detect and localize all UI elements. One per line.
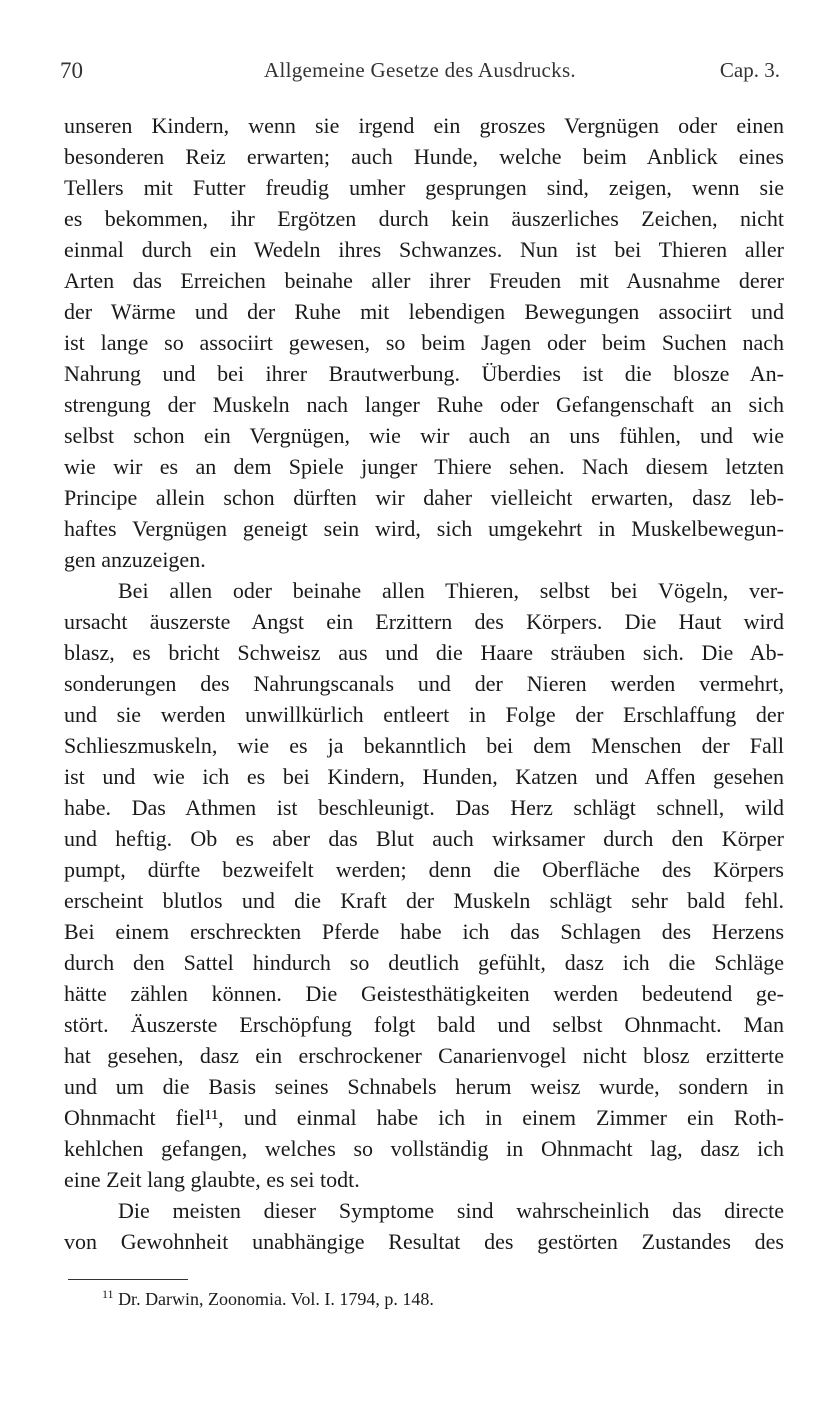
text-line: ursacht äuszerste Angst ein Erzittern des Körpers. Die Haut wird — [64, 609, 784, 634]
page-header — [60, 58, 780, 88]
text-line: hätte zählen können. Die Geistesthätigkeiten werden bedeutend ge- — [64, 981, 784, 1006]
text-line: durch den Sattel hindurch so deutlich gefühlt, dasz ich die Schläge — [64, 950, 784, 975]
text-line: habe. Das Athmen ist beschleunigt. Das Herz schlägt schnell, wild — [64, 795, 784, 820]
text-line: pumpt, dürfte bezweifelt werden; denn die Oberfläche des Körpers — [64, 857, 784, 882]
paragraph — [64, 1195, 784, 1257]
text-line: und heftig. Ob es aber das Blut auch wirksamer durch den Körper — [64, 826, 784, 851]
footnote — [102, 1285, 434, 1313]
text-line: haftes Vergnügen geneigt sein wird, sich umgekehrt in Muskelbewegun- — [64, 516, 784, 541]
text-line: der Wärme und der Ruhe mit lebendigen Bewegungen associirt und — [64, 299, 784, 324]
paragraph — [64, 110, 784, 575]
page-number: 70 — [60, 58, 83, 83]
text-line: erscheint blutlos und die Kraft der Muskeln schlägt sehr bald fehl. — [64, 888, 784, 913]
text-line: besonderen Reiz erwarten; auch Hunde, welche beim Anblick eines — [64, 144, 784, 169]
text-line: Schlieszmuskeln, wie es ja bekanntlich bei dem Menschen der Fall — [64, 733, 784, 758]
text-line: Principe allein schon dürften wir daher vielleicht erwarten, dasz leb- — [64, 485, 784, 510]
text-line: strengung der Muskeln nach langer Ruhe oder Gefangenschaft an sich — [64, 392, 784, 417]
text-line: Nahrung und bei ihrer Brautwerbung. Überdies ist die blosze An- — [64, 361, 784, 386]
text-line: hat gesehen, dasz ein erschrockener Canarienvogel nicht blosz erzitterte — [64, 1043, 784, 1068]
text-line: sonderungen des Nahrungscanals und der Nieren werden vermehrt, — [64, 671, 784, 696]
text-line: es bekommen, ihr Ergötzen durch kein äuszerliches Zeichen, nicht — [64, 206, 784, 231]
text-line: unseren Kindern, wenn sie irgend ein groszes Vergnügen oder einen — [64, 113, 784, 138]
text-line: Bei einem erschreckten Pferde habe ich das Schlagen des Herzens — [64, 919, 784, 944]
footnote-rule — [68, 1279, 188, 1280]
text-line: einmal durch ein Wedeln ihres Schwanzes. Nun ist bei Thieren aller — [64, 237, 784, 262]
text-line: kehlchen gefangen, welches so vollständig in Ohnmacht lag, dasz ich — [64, 1136, 784, 1161]
body-text — [64, 110, 784, 1257]
paragraph — [64, 575, 784, 1195]
text-line: wie wir es an dem Spiele junger Thiere sehen. Nach diesem letzten — [64, 454, 784, 479]
text-line: von Gewohnheit unabhängige Resultat des gestörten Zustandes des — [64, 1229, 784, 1254]
footnote-marker: 11 — [102, 1287, 114, 1301]
text-line: ist und wie ich es bei Kindern, Hunden, Katzen und Affen gesehen — [64, 764, 784, 789]
text-line: stört. Äuszerste Erschöpfung folgt bald und selbst Ohnmacht. Man — [64, 1012, 784, 1037]
text-line: Bei allen oder beinahe allen Thieren, selbst bei Vögeln, ver- — [118, 578, 784, 603]
text-line: Tellers mit Futter freudig umher gesprungen sind, zeigen, wenn sie — [64, 175, 784, 200]
text-line: ist lange so associirt gewesen, so beim Jagen oder beim Suchen nach — [64, 330, 784, 355]
text-line: Ohnmacht fiel¹¹, und einmal habe ich in einem Zimmer ein Roth- — [64, 1105, 784, 1130]
text-line: gen anzuzeigen. — [64, 547, 206, 572]
text-line: selbst schon ein Vergnügen, wie wir auch an uns fühlen, und wie — [64, 423, 784, 448]
footnote-text: Dr. Darwin, Zoonomia. Vol. I. 1794, p. 148. — [118, 1289, 434, 1309]
text-line: und um die Basis seines Schnabels herum weisz wurde, sondern in — [64, 1074, 784, 1099]
text-line: blasz, es bricht Schweisz aus und die Haare sträuben sich. Die Ab- — [64, 640, 784, 665]
chapter-label: Cap. 3. — [719, 58, 780, 82]
running-title: Allgemeine Gesetze des Ausdrucks. — [264, 58, 576, 82]
text-line: eine Zeit lang glaubte, es sei todt. — [64, 1167, 360, 1192]
text-line: Arten das Erreichen beinahe aller ihrer Freuden mit Ausnahme derer — [64, 268, 784, 293]
text-line: und sie werden unwillkürlich entleert in Folge der Erschlaffung der — [64, 702, 784, 727]
text-line: Die meisten dieser Symptome sind wahrscheinlich das directe — [118, 1198, 784, 1223]
